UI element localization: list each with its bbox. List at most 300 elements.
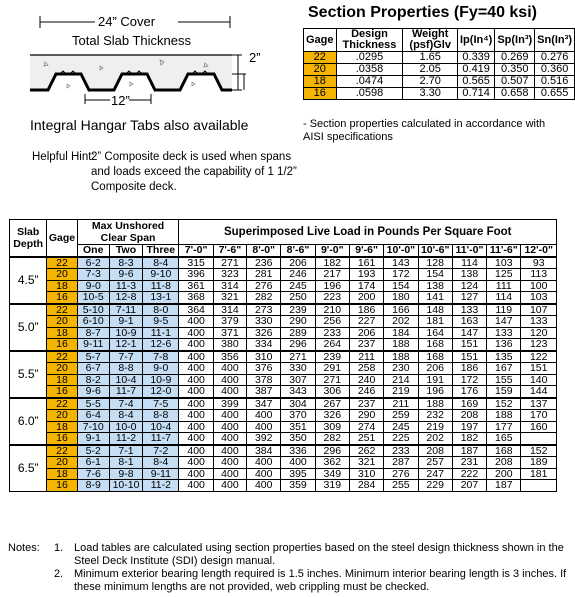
gage-cell: 20: [47, 410, 77, 422]
slab-depth-cell: 6.0”: [10, 398, 47, 445]
load-cell: 400: [179, 480, 213, 492]
gage-cell: 16: [47, 433, 77, 445]
load-cell: 359: [281, 480, 315, 492]
hangar-tabs-label: Integral Hangar Tabs also available: [30, 117, 249, 133]
clear-span-cell: 11-1: [143, 327, 179, 339]
load-cell: 180: [384, 292, 418, 304]
slab-depth-cell: 4.5”: [10, 257, 47, 304]
load-cell: 196: [418, 386, 452, 398]
clear-span-cell: 9-6: [77, 386, 109, 398]
load-cell: 343: [281, 386, 315, 398]
clear-span-cell: 5-2: [77, 445, 109, 457]
property-cell: 1.65: [403, 52, 458, 64]
span-length-header: 11'-0": [452, 245, 486, 257]
clear-span-cell: 6-7: [77, 363, 109, 375]
load-cell: 219: [384, 386, 418, 398]
load-cell: 306: [315, 386, 349, 398]
clear-span-cell: 11-2: [109, 433, 142, 445]
load-cell: 400: [247, 410, 281, 422]
load-cell: 246: [281, 269, 315, 281]
load-cell: 165: [487, 433, 521, 445]
load-cell: 136: [487, 339, 521, 351]
gage-cell: 18: [47, 421, 77, 433]
property-cell: 2.70: [403, 76, 458, 88]
load-cell: 100: [521, 280, 557, 292]
clear-span-cell: 9-0: [143, 363, 179, 375]
load-cell: 188: [418, 398, 452, 410]
clear-span-cell: 11-7: [109, 386, 142, 398]
span-length-header: 7'-6": [213, 245, 246, 257]
clear-span-cell: 8-2: [77, 374, 109, 386]
load-cell: 214: [384, 374, 418, 386]
load-cell: 281: [247, 269, 281, 281]
load-cell: 143: [384, 257, 418, 269]
slab-thickness-label: Total Slab Thickness: [72, 33, 191, 48]
load-cell: 188: [384, 339, 418, 351]
note-item: [8, 542, 568, 568]
span-length-header: 9'-6": [349, 245, 383, 257]
load-cell: 400: [179, 374, 213, 386]
load-cell: 271: [213, 257, 246, 269]
load-cell: 208: [418, 445, 452, 457]
load-cell: 200: [349, 292, 383, 304]
gage-cell: 20: [47, 457, 77, 469]
gage-cell: 16: [47, 480, 77, 492]
clear-span-cell: 9-1: [77, 433, 109, 445]
load-cell: 138: [418, 280, 452, 292]
clear-span-cell: 12-6: [143, 339, 179, 351]
load-cell: 123: [521, 339, 557, 351]
load-cell: 400: [281, 457, 315, 469]
clear-span-cell: 9-10: [143, 269, 179, 281]
load-cell: 271: [315, 374, 349, 386]
load-table-row: [10, 457, 557, 469]
clear-span-cell: 8-0: [143, 304, 179, 316]
load-cell: 326: [315, 410, 349, 422]
gage-cell: 22: [47, 445, 77, 457]
load-cell: 113: [521, 269, 557, 281]
load-cell: 239: [281, 304, 315, 316]
clear-span-cell: 9-0: [77, 280, 109, 292]
clear-span-cell: 7-1: [109, 445, 142, 457]
clear-span-cell: 12-1: [109, 339, 142, 351]
note-number: 1.: [54, 542, 64, 554]
load-cell: 219: [418, 421, 452, 433]
load-table-row: [10, 316, 557, 328]
load-cell: 181: [521, 468, 557, 480]
empty-cell: [521, 433, 557, 445]
load-cell: 257: [418, 457, 452, 469]
load-cell: 127: [452, 292, 486, 304]
load-cell: 200: [487, 468, 521, 480]
load-cell: 400: [213, 421, 246, 433]
load-cell: 321: [213, 292, 246, 304]
load-cell: 309: [315, 421, 349, 433]
load-cell: 400: [179, 445, 213, 457]
load-cell: 186: [452, 363, 486, 375]
load-cell: 400: [247, 421, 281, 433]
load-cell: 148: [418, 304, 452, 316]
clear-span-cell: 8-1: [109, 457, 142, 469]
gage-cell: 18: [47, 374, 77, 386]
load-cell: 188: [384, 351, 418, 363]
clear-span-cell: 13-1: [143, 292, 179, 304]
load-cell: 208: [452, 410, 486, 422]
load-cell: 368: [179, 292, 213, 304]
load-cell: 400: [179, 327, 213, 339]
clear-span-cell: 9-5: [143, 316, 179, 328]
clear-span-cell: 8-3: [109, 257, 142, 269]
load-cell: 282: [315, 433, 349, 445]
load-cell: 217: [315, 269, 349, 281]
load-cell: 276: [384, 468, 418, 480]
load-cell: 137: [521, 398, 557, 410]
load-cell: 159: [487, 386, 521, 398]
clear-span-header: Max Unshored Clear Span: [77, 220, 179, 245]
gage-cell: 20: [47, 316, 77, 328]
span-length-header: 10'-6": [418, 245, 452, 257]
clear-span-cell: 10-0: [109, 421, 142, 433]
load-cell: 231: [452, 457, 486, 469]
load-cell: 291: [315, 363, 349, 375]
note-text: Load tables are calculated using section properties based on the steel design thickness shown in the Steel Deck Institute (SDI) design manual.: [74, 542, 564, 567]
load-cell: 319: [315, 480, 349, 492]
load-cell: 310: [247, 351, 281, 363]
load-cell: 166: [384, 304, 418, 316]
load-cell: 119: [487, 304, 521, 316]
clear-span-cell: 7-10: [77, 421, 109, 433]
load-cell: 154: [418, 269, 452, 281]
load-cell: 103: [487, 257, 521, 269]
load-cell: 400: [179, 457, 213, 469]
clear-span-cell: 8-8: [143, 410, 179, 422]
load-cell: 152: [487, 398, 521, 410]
load-cell: 223: [315, 292, 349, 304]
load-cell: 189: [521, 457, 557, 469]
section-properties-row: [304, 64, 575, 76]
notes: [8, 542, 568, 594]
property-cell: .0295: [336, 52, 403, 64]
note-item: [8, 568, 568, 594]
load-cell: 182: [452, 433, 486, 445]
load-cell: 210: [315, 304, 349, 316]
section-properties-row: [304, 88, 575, 100]
load-cell: 151: [521, 363, 557, 375]
live-load-table: [9, 219, 557, 492]
clear-span-cell: 12-0: [143, 386, 179, 398]
clear-span-cell: 7-8: [143, 351, 179, 363]
load-cell: 154: [384, 280, 418, 292]
load-cell: 400: [213, 468, 246, 480]
load-cell: 290: [349, 410, 383, 422]
load-cell: 236: [247, 257, 281, 269]
load-cell: 336: [281, 445, 315, 457]
section-properties-row: [304, 52, 575, 64]
load-cell: 247: [418, 468, 452, 480]
clear-span-cell: 10-5: [77, 292, 109, 304]
load-cell: 251: [349, 433, 383, 445]
load-cell: 400: [213, 445, 246, 457]
section-properties-col-header: Weight (psf)Glv: [403, 29, 458, 52]
load-cell: 349: [315, 468, 349, 480]
hint-label: Helpful Hint:: [32, 151, 95, 163]
note-number: 2.: [54, 568, 64, 580]
property-cell: 3.30: [403, 88, 458, 100]
load-cell: 245: [281, 280, 315, 292]
load-cell: 191: [418, 374, 452, 386]
load-cell: 296: [315, 445, 349, 457]
load-cell: 282: [247, 292, 281, 304]
load-cell: 207: [452, 480, 486, 492]
clear-span-cell: 7-3: [77, 269, 109, 281]
load-cell: 362: [315, 457, 349, 469]
live-load-header: Superimposed Live Load in Pounds Per Square Foot: [179, 220, 557, 245]
load-cell: 400: [179, 421, 213, 433]
load-cell: 133: [452, 304, 486, 316]
load-cell: 307: [281, 374, 315, 386]
load-cell: 326: [247, 327, 281, 339]
clear-span-cell: 10-9: [109, 327, 142, 339]
load-cell: 206: [349, 327, 383, 339]
load-cell: 168: [418, 351, 452, 363]
load-cell: 264: [315, 339, 349, 351]
load-cell: 400: [247, 468, 281, 480]
load-cell: 259: [384, 410, 418, 422]
load-cell: 174: [349, 280, 383, 292]
load-cell: 239: [315, 351, 349, 363]
load-cell: 387: [247, 386, 281, 398]
gage-cell: 18: [304, 76, 337, 88]
clear-span-cell: 9-8: [109, 468, 142, 480]
load-cell: 202: [418, 433, 452, 445]
load-cell: 287: [384, 457, 418, 469]
clear-span-cell: 9-11: [77, 339, 109, 351]
load-cell: 237: [349, 339, 383, 351]
load-cell: 125: [487, 269, 521, 281]
load-cell: 172: [452, 374, 486, 386]
load-cell: 167: [487, 363, 521, 375]
load-cell: 133: [487, 327, 521, 339]
clear-span-cell: 8-4: [143, 257, 179, 269]
load-cell: 256: [315, 316, 349, 328]
load-cell: 400: [179, 363, 213, 375]
gage-cell: 22: [47, 257, 77, 269]
load-cell: 246: [349, 386, 383, 398]
load-cell: 378: [247, 374, 281, 386]
load-cell: 206: [281, 257, 315, 269]
property-cell: 2.05: [403, 64, 458, 76]
clear-span-cell: 7-5: [143, 398, 179, 410]
load-cell: 141: [418, 292, 452, 304]
load-cell: 400: [213, 433, 246, 445]
load-cell: 206: [418, 363, 452, 375]
load-cell: 197: [452, 421, 486, 433]
load-cell: 356: [213, 351, 246, 363]
load-cell: 114: [487, 292, 521, 304]
load-cell: 232: [418, 410, 452, 422]
clear-span-cell: 6-1: [77, 457, 109, 469]
gage-cell: 16: [304, 88, 337, 100]
load-cell: 186: [349, 304, 383, 316]
load-cell: 267: [315, 398, 349, 410]
cover-width-label: 24” Cover: [98, 14, 156, 29]
load-cell: 225: [384, 433, 418, 445]
load-cell: 273: [247, 304, 281, 316]
load-cell: 347: [247, 398, 281, 410]
load-cell: 187: [452, 445, 486, 457]
load-cell: 233: [384, 445, 418, 457]
property-cell: 0.658: [495, 88, 535, 100]
clear-span-cell: 9-6: [109, 269, 142, 281]
clear-span-cell: 10-4: [143, 421, 179, 433]
load-cell: 164: [418, 327, 452, 339]
load-cell: 161: [349, 257, 383, 269]
load-cell: 111: [487, 280, 521, 292]
load-cell: 400: [179, 351, 213, 363]
load-cell: 400: [179, 386, 213, 398]
load-cell: 155: [487, 374, 521, 386]
clear-span-cell: 9-11: [143, 468, 179, 480]
span-col-header: Two: [109, 245, 142, 257]
load-cell: 138: [452, 269, 486, 281]
load-table-row: [10, 445, 557, 457]
load-cell: 315: [179, 257, 213, 269]
load-table-row: [10, 410, 557, 422]
load-cell: 321: [349, 457, 383, 469]
empty-cell: [521, 480, 557, 492]
load-cell: 350: [281, 433, 315, 445]
gage-cell: 18: [47, 468, 77, 480]
load-cell: 128: [418, 257, 452, 269]
clear-span-cell: 8-9: [77, 480, 109, 492]
gage-header: Gage: [47, 220, 77, 257]
span-length-header: 12'-0": [521, 245, 557, 257]
load-cell: 330: [281, 363, 315, 375]
clear-span-cell: 6-10: [77, 316, 109, 328]
load-cell: 182: [315, 257, 349, 269]
load-cell: 208: [487, 457, 521, 469]
clear-span-cell: 5-5: [77, 398, 109, 410]
deck-depth-label: 2”: [249, 50, 261, 65]
clear-span-cell: 11-3: [109, 280, 142, 292]
section-properties-col-header: Sp(In³): [495, 29, 535, 52]
load-cell: 314: [213, 280, 246, 292]
load-cell: 379: [213, 316, 246, 328]
load-cell: 124: [452, 280, 486, 292]
load-cell: 222: [452, 468, 486, 480]
load-cell: 400: [213, 386, 246, 398]
load-table-row: [10, 386, 557, 398]
load-cell: 147: [487, 316, 521, 328]
span-length-header: 8'-0": [247, 245, 281, 257]
load-cell: 314: [213, 304, 246, 316]
clear-span-cell: 8-7: [77, 327, 109, 339]
property-cell: 0.269: [495, 52, 535, 64]
clear-span-cell: 9-1: [109, 316, 142, 328]
slab-depth-header: Slab Depth: [10, 220, 47, 257]
load-cell: 163: [452, 316, 486, 328]
load-cell: 181: [418, 316, 452, 328]
load-table-row: [10, 468, 557, 480]
load-cell: 250: [281, 292, 315, 304]
load-cell: 237: [349, 398, 383, 410]
load-cell: 147: [452, 327, 486, 339]
load-cell: 133: [521, 316, 557, 328]
load-cell: 400: [247, 457, 281, 469]
load-cell: 399: [213, 398, 246, 410]
clear-span-cell: 7-11: [109, 304, 142, 316]
load-cell: 151: [452, 351, 486, 363]
gage-cell: 16: [47, 339, 77, 351]
clear-span-cell: 10-9: [143, 374, 179, 386]
section-properties-note: - Section properties calculated in accordance with AISI specifications: [303, 118, 546, 143]
clear-span-cell: 7-7: [109, 351, 142, 363]
load-cell: 364: [179, 304, 213, 316]
gage-cell: 22: [47, 398, 77, 410]
load-table-row: [10, 351, 557, 363]
section-properties-row: [304, 76, 575, 88]
load-cell: 211: [384, 398, 418, 410]
load-cell: 188: [487, 410, 521, 422]
clear-span-cell: 11-8: [143, 280, 179, 292]
load-cell: 351: [281, 421, 315, 433]
load-table-row: [10, 257, 557, 269]
load-table-row: [10, 327, 557, 339]
load-cell: 371: [213, 327, 246, 339]
load-cell: 93: [521, 257, 557, 269]
load-cell: 400: [213, 374, 246, 386]
section-properties-col-header: Ip(In⁴): [458, 29, 495, 52]
clear-span-cell: 5-7: [77, 351, 109, 363]
load-cell: 400: [213, 480, 246, 492]
load-cell: 400: [179, 468, 213, 480]
clear-span-cell: 5-10: [77, 304, 109, 316]
gage-cell: 16: [47, 292, 77, 304]
property-cell: 0.516: [535, 76, 575, 88]
load-cell: 184: [384, 327, 418, 339]
load-cell: 296: [281, 339, 315, 351]
load-cell: 230: [384, 363, 418, 375]
span-length-header: 9'-0": [315, 245, 349, 257]
clear-span-cell: 6-4: [77, 410, 109, 422]
load-table-row: [10, 363, 557, 375]
hint-text: 2” Composite deck is used when spans and loads exceed the capability of 1 1/2” Composite deck.: [91, 151, 297, 193]
load-table-row: [10, 280, 557, 292]
load-cell: 103: [521, 292, 557, 304]
gage-cell: 16: [47, 386, 77, 398]
span-length-header: 10'-0": [384, 245, 418, 257]
load-cell: 274: [349, 421, 383, 433]
gage-cell: 20: [47, 363, 77, 375]
load-cell: 135: [487, 351, 521, 363]
load-cell: 211: [349, 351, 383, 363]
property-cell: 0.339: [458, 52, 495, 64]
property-cell: 0.360: [535, 64, 575, 76]
load-cell: 400: [213, 363, 246, 375]
pitch-label: 12”: [111, 93, 130, 108]
property-cell: 0.655: [535, 88, 575, 100]
load-cell: 400: [213, 457, 246, 469]
section-properties-col-header: Gage: [304, 29, 337, 52]
load-cell: 187: [487, 480, 521, 492]
load-cell: 400: [247, 480, 281, 492]
load-cell: 169: [452, 398, 486, 410]
clear-span-cell: 7-4: [109, 398, 142, 410]
gage-cell: 18: [47, 327, 77, 339]
span-col-header: Three: [143, 245, 179, 257]
property-cell: 0.419: [458, 64, 495, 76]
load-cell: 176: [452, 386, 486, 398]
